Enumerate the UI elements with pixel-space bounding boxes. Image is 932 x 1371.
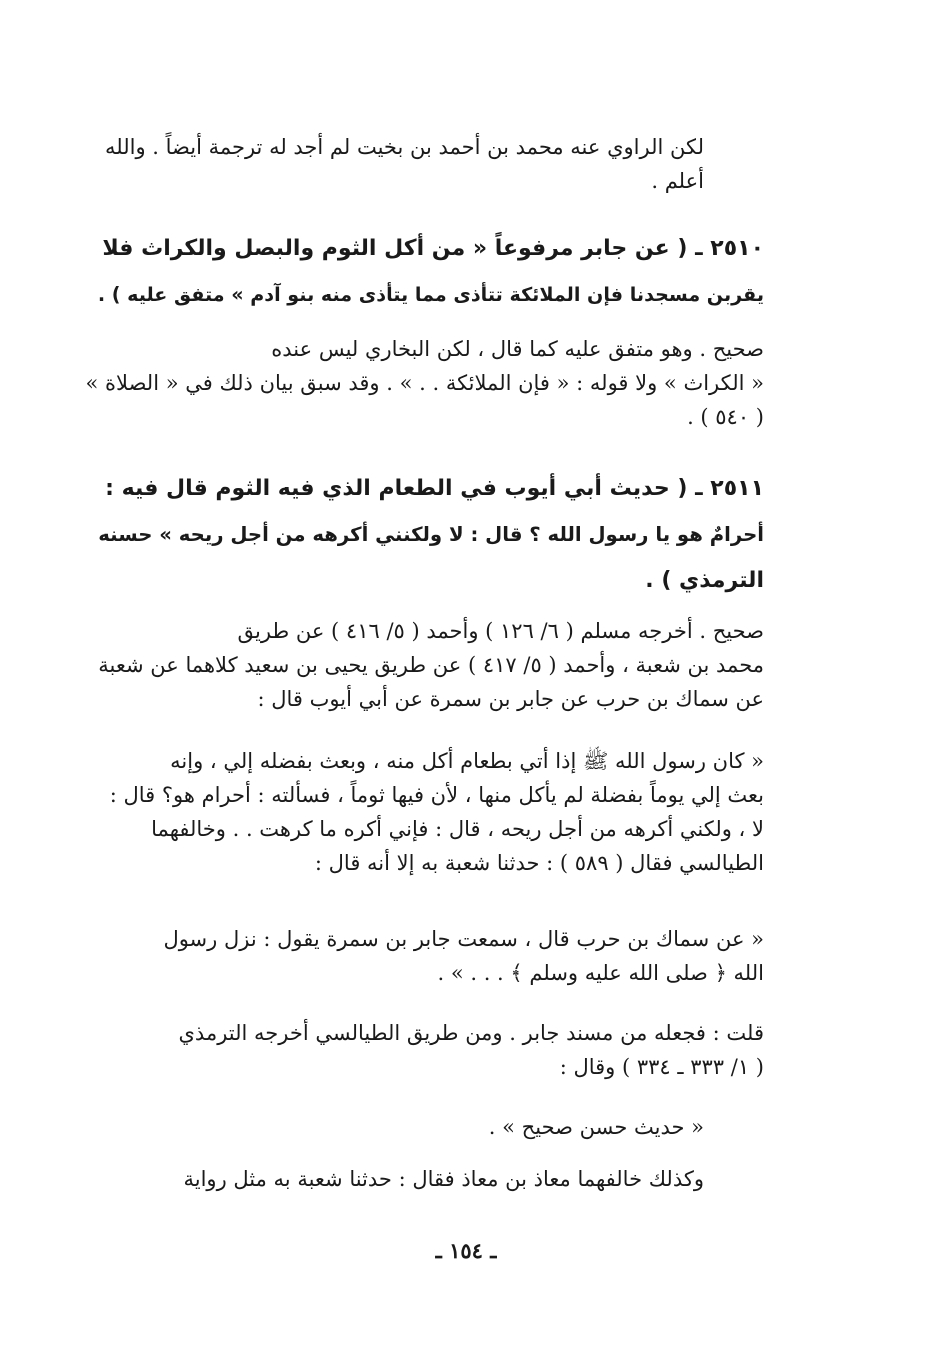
text-line: الطيالسي فقال ( ٥٨٩ ) : حدثنا شعبة به إلا أنه قال : — [314, 851, 764, 875]
text-line: ٢٥١١ ـ ( حديث أبي أيوب في الطعام الذي فيه الثوم قال فيه : — [105, 476, 764, 501]
paragraph-3 — [84, 332, 764, 434]
text-line: الله ﴿ صلى الله عليه وسلم ﴾ . . . » . — [437, 961, 764, 985]
text-line: أعلم . — [651, 169, 704, 193]
text-line: « الكراث » ولا قوله : « فإن الملائكة . . » . وقد سبق بيان ذلك في « الصلاة » — [85, 371, 764, 395]
hadith-2511 — [84, 466, 764, 604]
text-line: لا ، ولكني أكرهه من أجل ريحه ، قال : فإني أكره ما كرهت . . وخالفهما — [151, 817, 764, 841]
hadith-2510 — [84, 226, 764, 318]
text-line: عن سماك بن حرب عن جابر بن سمرة عن أبي أيوب قال : — [257, 687, 764, 711]
text-line: يقربن مسجدنا فإن الملائكة تتأذى مما يتأذى منه بنو آدم » متفق عليه ) . — [97, 283, 764, 306]
text-line: لكن الراوي عنه محمد بن أحمد بن بخيت لم أجد له ترجمة أيضاً . والله — [105, 135, 704, 159]
paragraph-9 — [84, 1110, 704, 1144]
paragraph-6 — [84, 744, 764, 880]
text-line: الترمذي ) . — [645, 568, 764, 593]
text-line: ( ٥٤٠ ) . — [687, 405, 764, 429]
text-line: « عن سماك بن حرب قال ، سمعت جابر بن سمرة يقول : نزل رسول — [163, 927, 764, 951]
text-line: وكذلك خالفهما معاذ بن معاذ فقال : حدثنا شعبة به مثل رواية — [183, 1167, 704, 1191]
text-line: صحيح . وهو متفق عليه كما قال ، لكن البخاري ليس عنده — [271, 337, 764, 361]
text-line: بعث إلي يوماً بفضلة لم يأكل منها ، لأن فيها ثوماً ، فسألته : أحرام هو؟ قال : — [109, 783, 764, 807]
paragraph-7 — [84, 922, 764, 990]
text-line: محمد بن شعبة ، وأحمد ( ٥/ ٤١٧ ) عن طريق يحيى بن سعيد كلاهما عن شعبة — [98, 653, 764, 677]
text-line: « حديث حسن صحيح » . — [488, 1115, 704, 1139]
page-number: ـ ١٥٤ ـ — [435, 1238, 497, 1263]
text-line: ٢٥١٠ ـ ( عن جابر مرفوعاً « من أكل الثوم والبصل والكراث فلا — [102, 236, 764, 261]
text-line: أحرامٌ هو يا رسول الله ؟ قال : لا ولكنني أكرهه من أجل ريحه » حسنه — [98, 523, 764, 546]
paragraph-8 — [84, 1016, 764, 1084]
text-line: ( ١/ ٣٣٣ ـ ٣٣٤ ) وقال : — [559, 1055, 764, 1079]
text-line: قلت : فجعله من مسند جابر . ومن طريق الطيالسي أخرجه الترمذي — [178, 1021, 764, 1045]
text-line: « كان رسول الله ﷺ إذا أتي بطعام أكل منه ، وبعث بفضله إلي ، وإنه — [170, 749, 764, 773]
paragraph-5 — [84, 614, 764, 716]
paragraph-1 — [84, 130, 704, 198]
paragraph-10 — [84, 1162, 704, 1196]
text-line: صحيح . أخرجه مسلم ( ٦/ ١٢٦ ) وأحمد ( ٥/ ٤١٦ ) عن طريق — [237, 619, 764, 643]
